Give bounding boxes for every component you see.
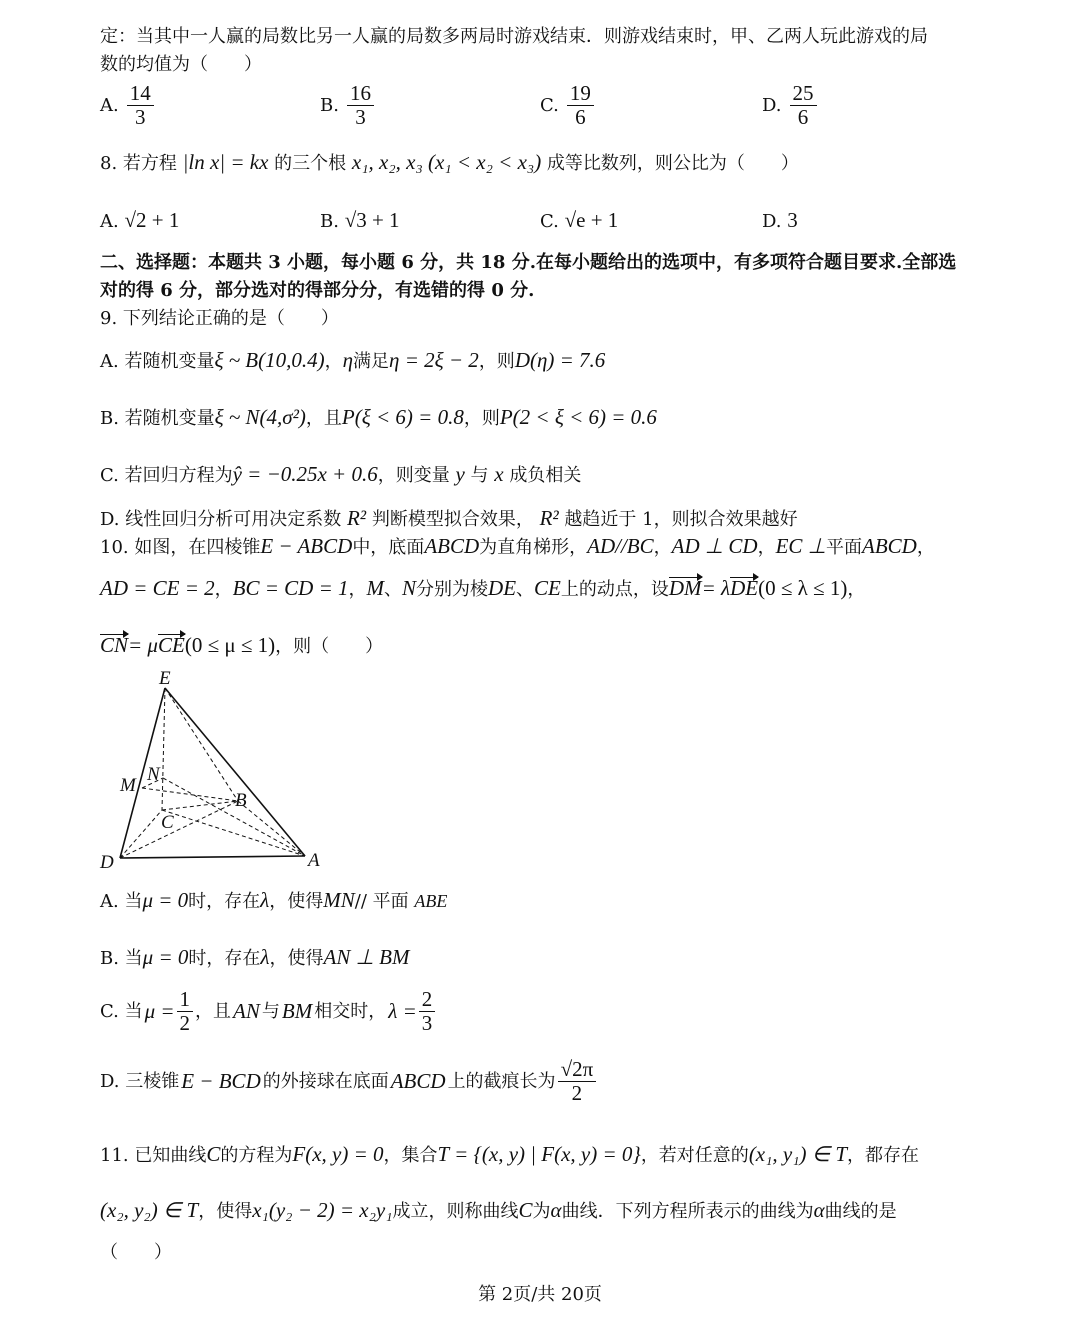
q7-option-d xyxy=(762,82,817,129)
text: 的外接球在底面 xyxy=(262,1070,389,1092)
text: D. 三棱锥 xyxy=(100,1070,180,1092)
vector: CN xyxy=(100,633,129,657)
q10-option-a xyxy=(100,888,447,913)
text: ，都存在 xyxy=(847,1145,920,1166)
text: 曲线的是 xyxy=(824,1201,897,1222)
pyramid-figure xyxy=(90,668,340,878)
label-e: E xyxy=(159,668,171,689)
section2-heading-line2: 对的得 6 分，部分选对的得部分分，有选错的得 0 分. xyxy=(100,280,535,301)
math: μ = 0 xyxy=(142,945,189,969)
text: 成等比数列，则公比为（ ） xyxy=(546,153,799,174)
label-m: M xyxy=(120,775,136,796)
text: ，使得 xyxy=(198,1201,253,1222)
edge-ba xyxy=(238,801,305,856)
option-value: √2 + 1 xyxy=(124,208,180,232)
text: 分别为棱 xyxy=(416,579,489,600)
math: C xyxy=(206,1142,221,1166)
vector: DM xyxy=(668,576,702,600)
text: 判断模型拟合效果， xyxy=(371,509,534,530)
math: DE xyxy=(488,576,517,600)
denominator: 3 xyxy=(355,105,366,130)
math: λ xyxy=(260,945,270,969)
q9-option-b xyxy=(100,405,657,430)
text: ， xyxy=(348,579,367,600)
q10-option-d xyxy=(100,1058,596,1105)
option-value: √3 + 1 xyxy=(344,208,400,232)
option-value: 3 xyxy=(787,208,798,232)
text: 成负相关 xyxy=(509,465,582,486)
section2-heading-line1: 二、选择题：本题共 3 小题，每小题 6 分，共 18 分.在每小题给出的选项中，有多项符合题目要求.全部选 xyxy=(100,252,957,273)
math: ABE xyxy=(414,891,448,911)
vector: DE xyxy=(730,576,759,600)
q7-option-a xyxy=(100,82,154,129)
denominator: 6 xyxy=(575,105,586,130)
math: α xyxy=(813,1198,825,1222)
text: 、 xyxy=(516,579,535,600)
text: ，则变量 xyxy=(377,465,450,486)
math: ξ ~ N(4,σ²) xyxy=(214,405,306,429)
text: ， xyxy=(757,537,776,558)
fraction xyxy=(419,988,436,1035)
edge-cb xyxy=(162,801,238,810)
text: 上的动点，设 xyxy=(560,579,669,600)
math: η xyxy=(342,348,354,372)
label-d: D xyxy=(100,852,114,873)
text: ， xyxy=(916,537,935,558)
text: ，则 xyxy=(463,408,500,429)
denominator: 2 xyxy=(179,1011,191,1036)
q7-option-b xyxy=(320,82,374,129)
text: 10. 如图，在四棱锥 xyxy=(100,537,261,558)
option-label: B. xyxy=(320,95,339,117)
numerator: 2 xyxy=(419,988,436,1012)
edge-eb xyxy=(165,688,238,801)
option-label: A. xyxy=(100,211,119,232)
text: 上的截痕长为 xyxy=(447,1070,556,1092)
q11-stem-line3: （ ） xyxy=(100,1242,172,1263)
text: ，且 xyxy=(305,408,342,429)
math: (x₁, y₁) ∈ T xyxy=(748,1142,848,1166)
math: η = 2ξ − 2 xyxy=(389,348,479,372)
text: ，集合 xyxy=(383,1145,438,1166)
q9-option-c xyxy=(100,462,581,487)
text: 成立，则称曲线 xyxy=(392,1201,519,1222)
text: ，且 xyxy=(195,1000,232,1022)
text: 为直角梯形， xyxy=(479,537,588,558)
math: EC ⊥ xyxy=(775,534,826,558)
math: F(x, y) = 0 xyxy=(292,1142,384,1166)
math: N xyxy=(402,576,417,600)
edge-ec xyxy=(162,688,165,810)
q7-stem-line1: 定：当其中一人赢的局数比另一人赢的局数多两局时游戏结束．则游戏结束时，甲、乙两人玩此游戏的局 xyxy=(100,26,928,47)
math: CE xyxy=(534,576,561,600)
math: P(ξ < 6) = 0.8 xyxy=(341,405,464,429)
option-value: √e + 1 xyxy=(564,208,619,232)
text: 11. 已知曲线 xyxy=(100,1145,207,1166)
text: 与 xyxy=(470,465,489,486)
math: R² xyxy=(346,506,367,530)
math: E − ABCD xyxy=(260,534,353,558)
q9-option-d xyxy=(100,506,798,531)
math: BM xyxy=(281,999,313,1023)
text: ， xyxy=(214,579,233,600)
q10-stem-line1 xyxy=(100,534,935,559)
denominator: 3 xyxy=(134,105,146,130)
text: // 平面 xyxy=(354,891,409,912)
text: B. 若随机变量 xyxy=(100,408,215,429)
q10-option-c xyxy=(100,988,435,1035)
math: ξ ~ B(10,0.4) xyxy=(214,348,325,372)
fraction xyxy=(558,1058,597,1105)
numerator: 25 xyxy=(790,82,817,106)
fraction xyxy=(127,82,154,129)
math: D(η) = 7.6 xyxy=(514,348,606,372)
text: 8. 若方程 xyxy=(100,153,177,174)
text: 曲线．下列方程所表示的曲线为 xyxy=(561,1201,814,1222)
math: R² xyxy=(539,506,559,530)
math: x₁, x₂, x₃ (x₁ < x₂ < x₃) xyxy=(351,150,542,174)
fraction xyxy=(790,82,817,129)
denominator: 3 xyxy=(421,1011,433,1036)
numerator: 1 xyxy=(177,988,194,1012)
text: ， xyxy=(324,351,343,372)
math: AD ⊥ CD xyxy=(671,534,758,558)
math: MN xyxy=(323,888,355,912)
text: ，若对任意的 xyxy=(640,1145,749,1166)
math: α xyxy=(550,1198,562,1222)
q9-option-a xyxy=(100,348,605,373)
edge-da xyxy=(120,856,305,858)
math: T = {(x, y) | F(x, y) = 0} xyxy=(437,1142,641,1166)
math: AN ⊥ BM xyxy=(323,945,410,969)
edge-ea xyxy=(165,688,305,856)
math: ABCD xyxy=(424,534,480,558)
text: ，使得 xyxy=(269,891,324,912)
q9-stem: 9. 下列结论正确的是（ ） xyxy=(100,308,339,329)
math: P(2 < ξ < 6) = 0.6 xyxy=(499,405,657,429)
math: μ = xyxy=(144,999,175,1023)
math: ABCD xyxy=(862,534,917,558)
math: ŷ = −0.25x + 0.6 xyxy=(232,462,378,486)
text: 时，存在 xyxy=(188,948,261,969)
text: 的方程为 xyxy=(220,1145,293,1166)
math: = μ xyxy=(128,633,158,657)
q10-stem-line2 xyxy=(100,576,865,601)
q11-stem-line2 xyxy=(100,1198,897,1223)
q7-stem-line2: 数的均值为（ ） xyxy=(100,54,262,75)
label-c: C xyxy=(161,812,174,833)
text: 时，存在 xyxy=(188,891,261,912)
vector: CE xyxy=(157,633,185,657)
text: 相交时， xyxy=(314,1000,387,1022)
math: y xyxy=(455,462,465,486)
denominator: 2 xyxy=(571,1081,583,1106)
label-b: B xyxy=(235,790,247,811)
numerator: 14 xyxy=(127,82,154,106)
option-label: B. xyxy=(320,211,339,232)
math: x xyxy=(494,462,504,486)
math: BC = CD = 1 xyxy=(232,576,349,600)
math: C xyxy=(518,1198,533,1222)
option-label: A. xyxy=(100,95,119,117)
text: C. 若回归方程为 xyxy=(100,465,233,486)
text: ，则（ ） xyxy=(275,636,384,657)
q8-stem xyxy=(100,150,799,175)
q8-option-c xyxy=(540,208,618,233)
option-label: D. xyxy=(762,95,782,117)
text: 、 xyxy=(384,579,403,600)
label-n: N xyxy=(147,764,160,785)
segment-mb xyxy=(142,788,238,801)
numerator: 19 xyxy=(567,82,594,106)
fraction xyxy=(177,988,194,1035)
text: D. 线性回归分析可用决定系数 xyxy=(100,509,342,530)
q8-option-b xyxy=(320,208,400,233)
option-label: D. xyxy=(762,211,782,232)
math: x₁(y₂ − 2) = x₂y₁ xyxy=(252,1198,393,1222)
fraction xyxy=(347,82,374,129)
math: E − BCD xyxy=(181,1069,261,1093)
math: (0 ≤ λ ≤ 1) xyxy=(758,576,848,600)
math: |ln x| = kx xyxy=(182,150,269,174)
text: B. 当 xyxy=(100,948,143,969)
page-footer: 第 2页/共 20页 xyxy=(478,1284,602,1305)
text: 满足 xyxy=(353,351,390,372)
math: λ = xyxy=(388,999,417,1023)
math: μ = 0 xyxy=(142,888,189,912)
text: A. 当 xyxy=(100,891,143,912)
text: ，使得 xyxy=(269,948,324,969)
numerator: √2π xyxy=(558,1058,597,1082)
text: ，则 xyxy=(478,351,515,372)
q8-option-d xyxy=(762,208,798,233)
q10-stem-line3 xyxy=(100,633,383,658)
text: 与 xyxy=(261,1000,280,1022)
text: 越趋近于 1，则拟合效果越好 xyxy=(564,509,798,530)
q8-option-a xyxy=(100,208,179,233)
text: 中，底面 xyxy=(352,537,425,558)
math: (x₂, y₂) ∈ T xyxy=(100,1198,199,1222)
math: AD//BC xyxy=(587,534,654,558)
denominator: 6 xyxy=(797,105,809,130)
text: 为 xyxy=(532,1201,551,1222)
text: A. 若随机变量 xyxy=(100,351,215,372)
math: ABCD xyxy=(390,1069,446,1093)
math: (0 ≤ μ ≤ 1) xyxy=(184,633,276,657)
q10-option-b xyxy=(100,945,409,970)
text: 的三个根 xyxy=(274,153,347,174)
fraction xyxy=(567,82,594,129)
math: = λ xyxy=(701,576,731,600)
text: ， xyxy=(847,579,866,600)
q7-option-c xyxy=(540,82,594,129)
math: M xyxy=(366,576,385,600)
numerator: 16 xyxy=(347,82,374,106)
text: ， xyxy=(653,537,672,558)
option-label: C. xyxy=(540,211,559,232)
label-a: A xyxy=(308,850,320,871)
option-label: C. xyxy=(540,95,559,117)
math: AN xyxy=(233,999,260,1023)
math: AD = CE = 2 xyxy=(100,576,215,600)
text: 平面 xyxy=(826,537,862,558)
text: C. 当 xyxy=(100,1000,143,1022)
q11-stem-line1 xyxy=(100,1142,919,1167)
math: λ xyxy=(260,888,270,912)
